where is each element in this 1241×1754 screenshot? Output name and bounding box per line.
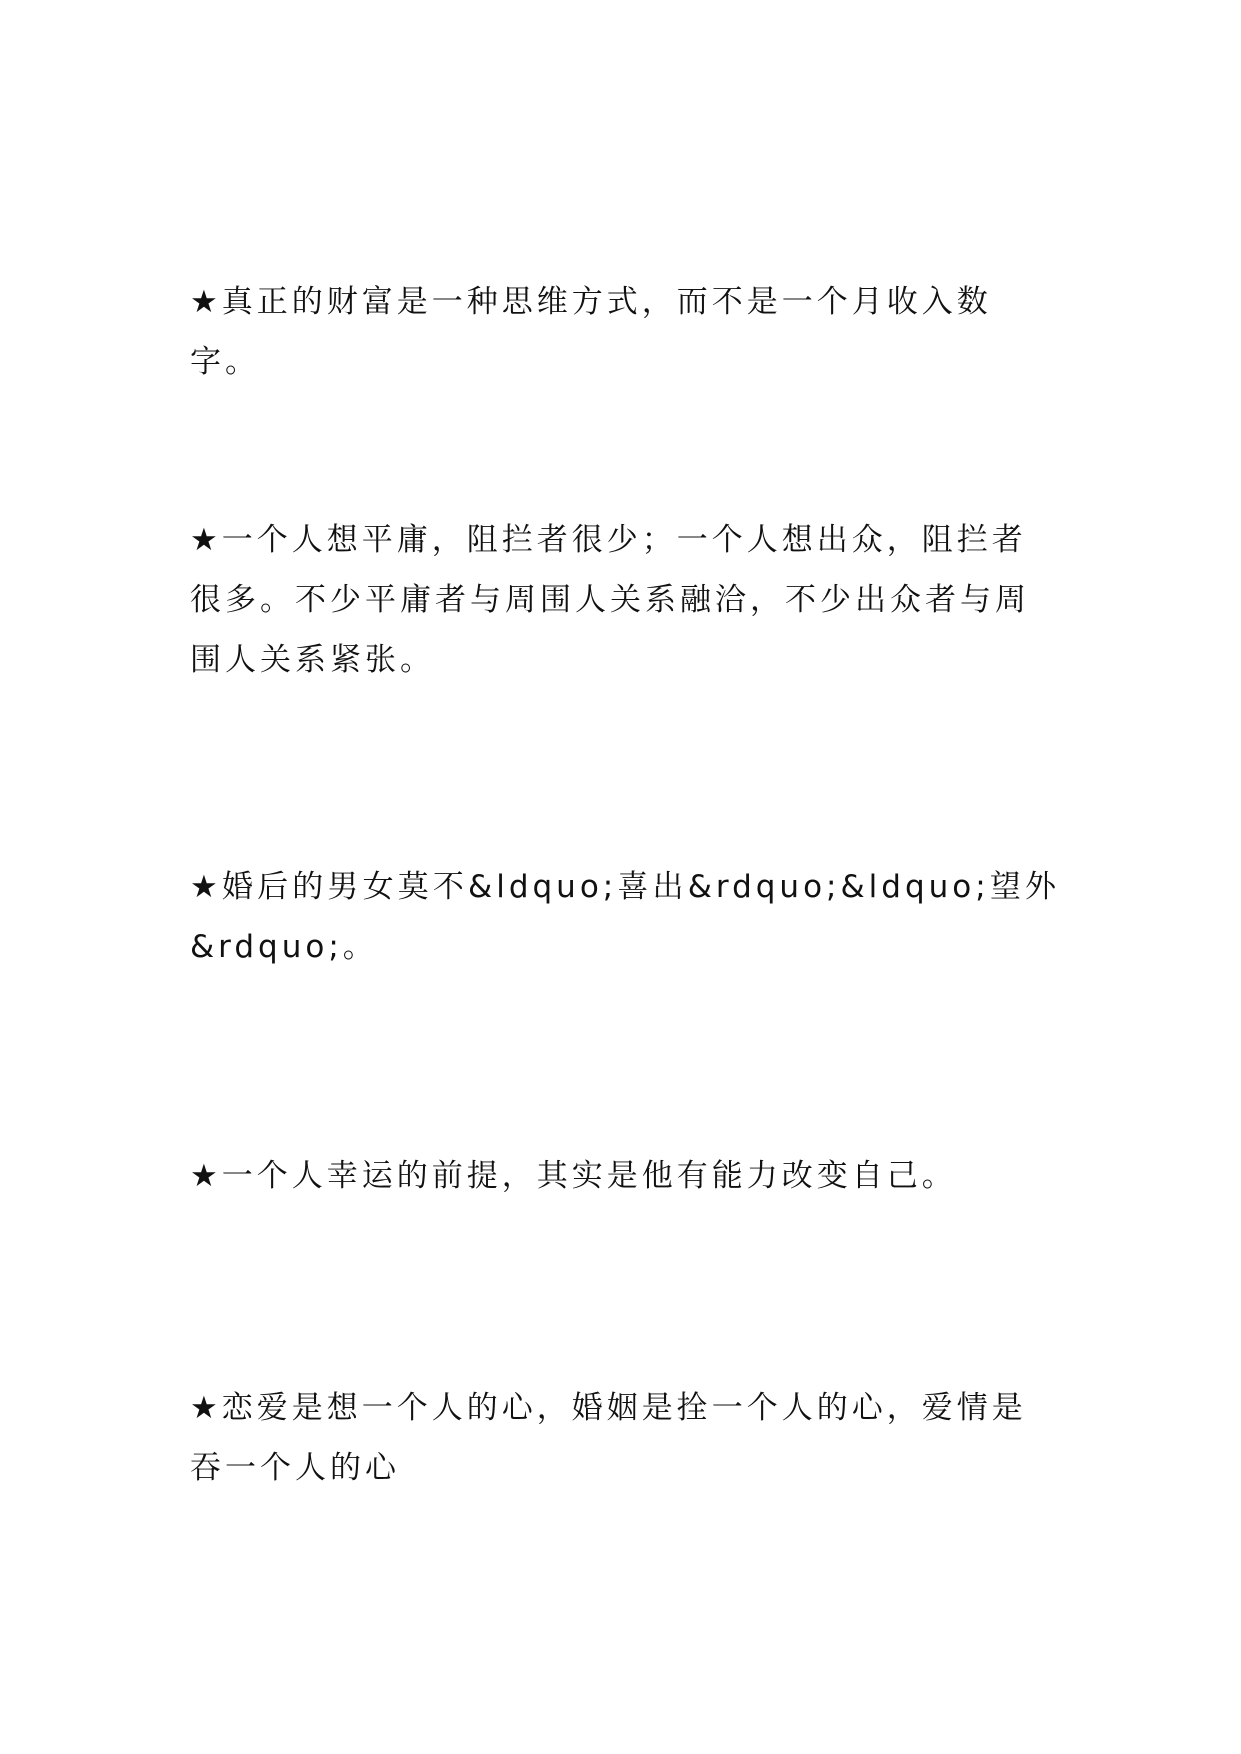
paragraph-2: ★一个人想平庸，阻拦者很少；一个人想出众，阻拦者很多。不少平庸者与周围人关系融洽，不少出众者与周围人关系紧张。 [190, 522, 1030, 678]
paragraph-5: ★恋爱是想一个人的心，婚姻是拴一个人的心，爱情是吞一个人的心 [190, 1390, 1027, 1486]
paragraph-3: ★婚后的男女莫不&ldquo;喜出&rdquo;&ldquo;望外&rdquo;。 [190, 869, 1060, 965]
paragraph-1: ★真正的财富是一种思维方式，而不是一个月收入数字。 [190, 284, 992, 380]
paragraph-4: ★一个人幸运的前提，其实是他有能力改变自己。 [190, 1158, 957, 1194]
